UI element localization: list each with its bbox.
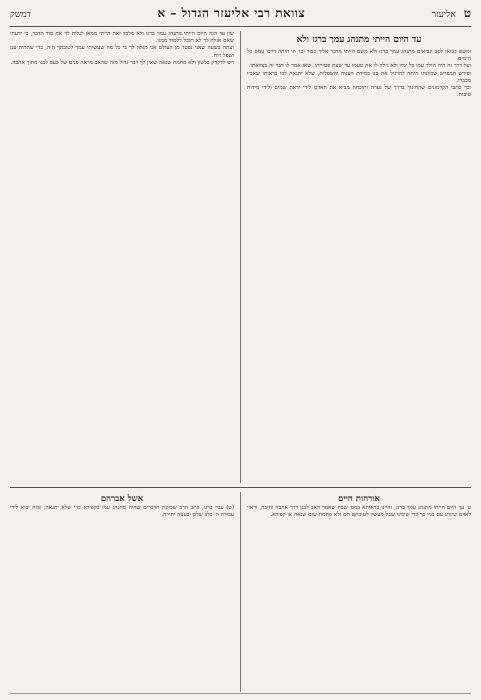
paragraph: ופירש המפרש שכוונתו היתה להרגיל את בנו במידת הענוה והשפלות, שלא יתגאה לבו בראותו שאביו מכבדו.: [246, 70, 471, 84]
running-title: צוואת רבי אליעזר הגדול – א: [157, 6, 306, 20]
paragraph: ומשם כבואו לסב ונביאים מתנהג עמך ברגז ולא משם הייתי מדבר אליך כבוד וכו׳ וזו היתה דרכו עמם כל הימים.: [246, 49, 471, 63]
commentary-title: אשל אברהם: [100, 494, 144, 504]
paragraph: וכך כתבו הקדמונים שהחינוך בדרך של גערה ותוכחה מביא את האדם לידי יראת שמים ולידי מידות טובות.: [246, 85, 471, 99]
commentary-title: אורחות חיים: [338, 494, 380, 504]
header-left-title: אליעזר: [431, 10, 456, 20]
commentary-text: (ט) עבר ברגז, כתב הרב שכוונת הדברים שהיה מתנהג עמו בקפידא כדי שלא יתגאה, ובזה יבוא לידי עבודת ה׳ בלב שלם ובענוה יתירה.: [10, 505, 234, 519]
right-column: [247, 31, 471, 483]
header-right: [432, 6, 471, 21]
paragraph: ועתה בשעה שאני נפטר מן העולם אני מגלה לך כי כל מה שעשיתי עמך לטובתך היה, כדי שתהיה ענו ושפל רוח.: [10, 45, 234, 59]
main-columns: [10, 31, 471, 483]
commentary-section: [10, 492, 471, 692]
left-column: [10, 31, 234, 483]
lemma-heading: עד היום הייתי מתנהג עמך ברגז ולא: [296, 35, 422, 45]
paragraph: ויש לדקדק בלשון ולא מחמת שנאה שאין לך דבר גדול מזה שהאב מראה פנים של כעס לבנו מתוך אהבה.: [10, 59, 234, 66]
commentary-left: [10, 492, 234, 692]
column-divider: [240, 492, 241, 692]
paragraph: שון עד הנה היום הייתי מתנהג עמך ברגז ולא מלבד זאת הייתי ממאן לגלות לך את סוד הדבר, כי ידעתי שאם אגלה לך לא תוכל ללמוד ממנו.: [10, 31, 234, 45]
commentary-text: ט׳ עד היום הייתי מתנהג עמך ברגז, והיינו כדאיתא במס׳ שבת שאמר האב לבנו דרך אהבה וחיבה, וראוי לאדם שינהג עם בניו כך כדי שיבינו שכל מעשיו לטובתם הם ולא מחמת שום שנאה או קפידא.: [246, 505, 471, 519]
commentary-right: [247, 492, 471, 692]
page-number: ט: [463, 6, 471, 20]
section-divider: [10, 487, 471, 488]
page-header: [10, 6, 471, 27]
footer-rule: [10, 693, 471, 694]
page-label: דמשק: [10, 10, 31, 20]
paragraph: ועל דרך זה היה הולך עמו כל ימיו ולא גילה לו את טעמו עד שעת פטירתו, שאז אמר לו דבר זה בצוואתו.: [248, 63, 471, 70]
column-divider: [240, 31, 241, 483]
